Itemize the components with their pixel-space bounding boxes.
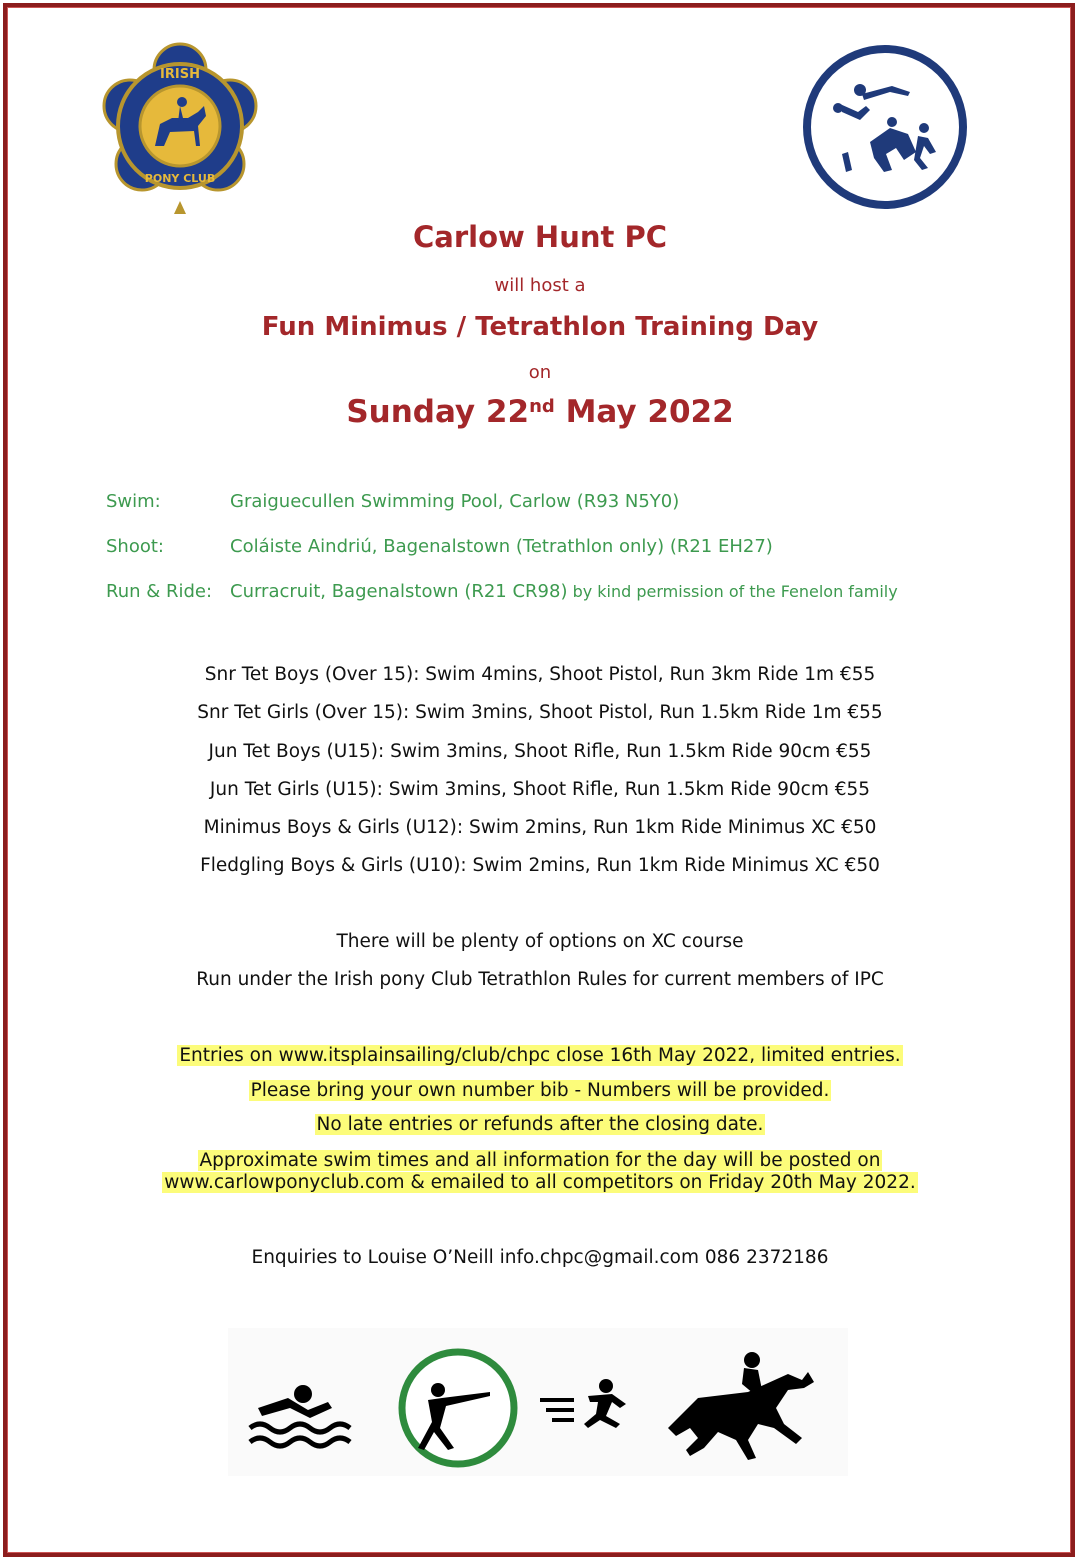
irish-pony-club-logo (100, 36, 260, 216)
entries-notice (0, 1045, 1080, 1066)
bib-text: Please bring your own number bib - Numbers will be provided. (250, 1080, 830, 1101)
venue-value: Graiguecullen Swimming Pool, Carlow (R93 N5Y0) (230, 491, 680, 512)
class-item: Fledgling Boys & Girls (U10): Swim 2mins, Run 1km Ride Minimus XC €50 (200, 855, 880, 877)
class-list (0, 660, 1080, 890)
entries-text: Entries on www.itsplainsailing/club/chpc close 16th May 2022, limited entries. (179, 1045, 901, 1066)
date-day: Sunday 22 (346, 394, 530, 430)
venue-label: Run & Ride: (106, 581, 213, 602)
on-line: on (528, 362, 552, 383)
class-item: Minimus Boys & Girls (U12): Swim 2mins, Run 1km Ride Minimus XC €50 (203, 817, 877, 839)
svg-text:PONY CLUB: PONY CLUB (144, 172, 216, 185)
host-line: will host a (494, 275, 586, 296)
venue-swim (106, 491, 679, 512)
svg-text:IRISH: IRISH (160, 67, 200, 82)
venue-shoot (106, 536, 773, 557)
venue-label: Shoot: (106, 536, 164, 557)
class-item: Jun Tet Boys (U15): Swim 3mins, Shoot Rifle, Run 1.5km Ride 90cm €55 (208, 740, 872, 762)
contact-text: Enquiries to Louise O’Neill info.chpc@gmail.com 086 2372186 (251, 1247, 829, 1268)
class-item: Snr Tet Boys (Over 15): Swim 4mins, Shoot Pistol, Run 3km Ride 1m €55 (204, 664, 876, 685)
event-name: Fun Minimus / Tetrathlon Training Day (261, 312, 819, 342)
swim-icon (250, 1385, 350, 1446)
date-rest: May 2022 (554, 394, 734, 430)
discipline-icons (228, 1328, 848, 1476)
venue-value: Curracruit, Bagenalstown (R21 CR98) (230, 581, 568, 602)
venue-note: by kind permission of the Fenelon family (567, 582, 898, 601)
event-date (0, 394, 1080, 430)
class-item: Jun Tet Girls (U15): Swim 3mins, Shoot Rifle, Run 1.5km Ride 90cm €55 (209, 778, 871, 800)
tetrathlon-logo (800, 42, 970, 212)
club-title: Carlow Hunt PC (413, 220, 667, 254)
venue-label: Swim: (106, 491, 161, 512)
date-suffix: nd (529, 396, 555, 417)
swim-times-notice (0, 1150, 1080, 1194)
bib-notice (0, 1080, 1080, 1101)
venue-run-ride (106, 581, 898, 602)
run-icon (540, 1379, 626, 1428)
shoot-icon (402, 1352, 514, 1464)
swim-times-line2: www.carlowponyclub.com & emailed to all competitors on Friday 20th May 2022. (164, 1172, 916, 1193)
xc-options-text: There will be plenty of options on XC course (336, 931, 744, 952)
venue-value: Coláiste Aindriú, Bagenalstown (Tetrathlon only) (R21 EH27) (230, 536, 773, 557)
late-notice (0, 1114, 1080, 1135)
late-text: No late entries or refunds after the closing date. (316, 1114, 764, 1135)
swim-times-line1: Approximate swim times and all information for the day will be posted on (199, 1150, 881, 1171)
ride-icon (668, 1352, 814, 1460)
class-item: Snr Tet Girls (Over 15): Swim 3mins, Shoot Pistol, Run 1.5km Ride 1m €55 (197, 702, 883, 724)
rules-text: Run under the Irish pony Club Tetrathlon Rules for current members of IPC (196, 969, 884, 990)
